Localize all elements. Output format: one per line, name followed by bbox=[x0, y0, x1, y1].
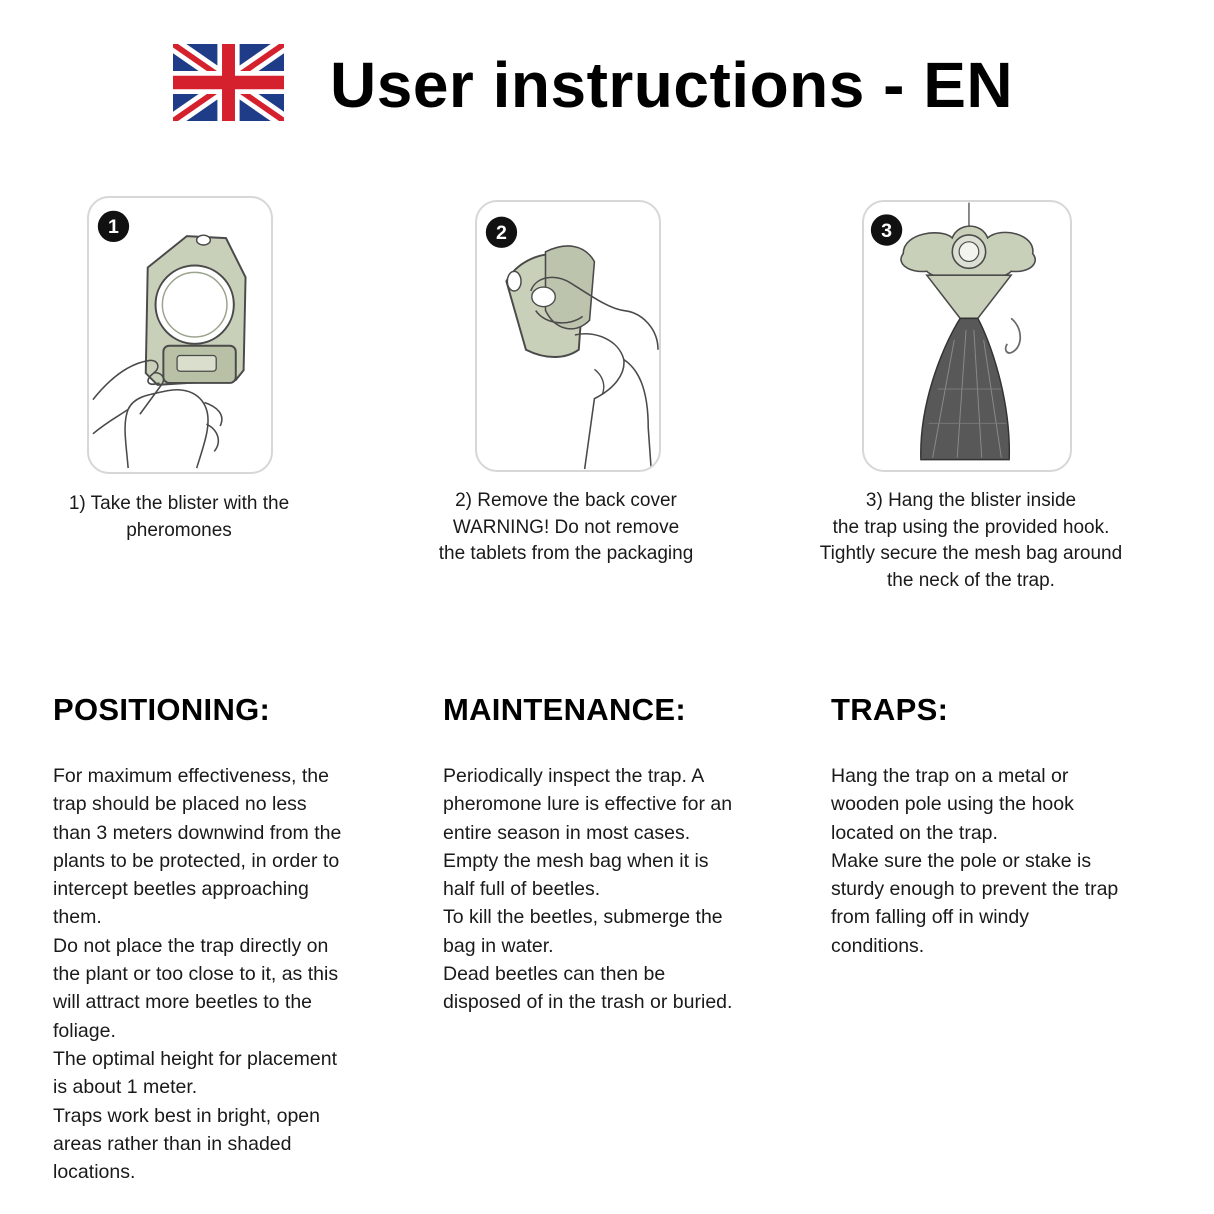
traps-heading: TRAPS: bbox=[831, 692, 949, 727]
step-3-illustration bbox=[862, 200, 1072, 472]
page-title: User instructions - EN bbox=[330, 49, 1014, 121]
step-2-number-badge: 2 bbox=[496, 222, 507, 245]
step-3-number-badge: 3 bbox=[881, 219, 893, 242]
maintenance-heading: MAINTENANCE: bbox=[443, 692, 686, 727]
step-1-illustration bbox=[87, 196, 273, 474]
maintenance-text: Periodically inspect the trap. A pheromone lure is effective for an entire season in most cases. Empty the mesh bag when it is half full of beetles. To kill the beetles, submerge the bag in water. Dead beetles can then be disposed of in the trash or buried. bbox=[443, 765, 733, 1014]
positioning-heading: POSITIONING: bbox=[53, 692, 271, 727]
uk-flag-icon bbox=[173, 44, 284, 121]
step-1-number-badge: 1 bbox=[108, 216, 119, 239]
traps-text: Hang the trap on a metal or wooden pole using the hook located on the trap. Make sure the pole or stake is sturdy enough to prevent the trap from falling off in windy conditions. bbox=[831, 765, 1119, 957]
step-2-illustration bbox=[475, 200, 661, 472]
step-2-caption: 2) Remove the back cover WARNING! Do not remove the tablets from the packaging bbox=[438, 490, 694, 564]
step-1-caption: 1) Take the blister with the pheromones bbox=[68, 493, 290, 541]
positioning-text: For maximum effectiveness, the trap should be placed no less than 3 meters downwind from the plants to be protected, in order to intercept beetles approaching them. Do not place the trap directly on the plant or too close to it, as this will attract more beetles to the foliage. The optimal height for placement is about 1 meter. Traps work best in bright, open areas rather than in shaded locations. bbox=[53, 765, 342, 1184]
step-3-caption: 3) Hang the blister inside the trap using the provided hook. Tightly secure the mesh bag around the neck of the trap. bbox=[819, 490, 1123, 591]
